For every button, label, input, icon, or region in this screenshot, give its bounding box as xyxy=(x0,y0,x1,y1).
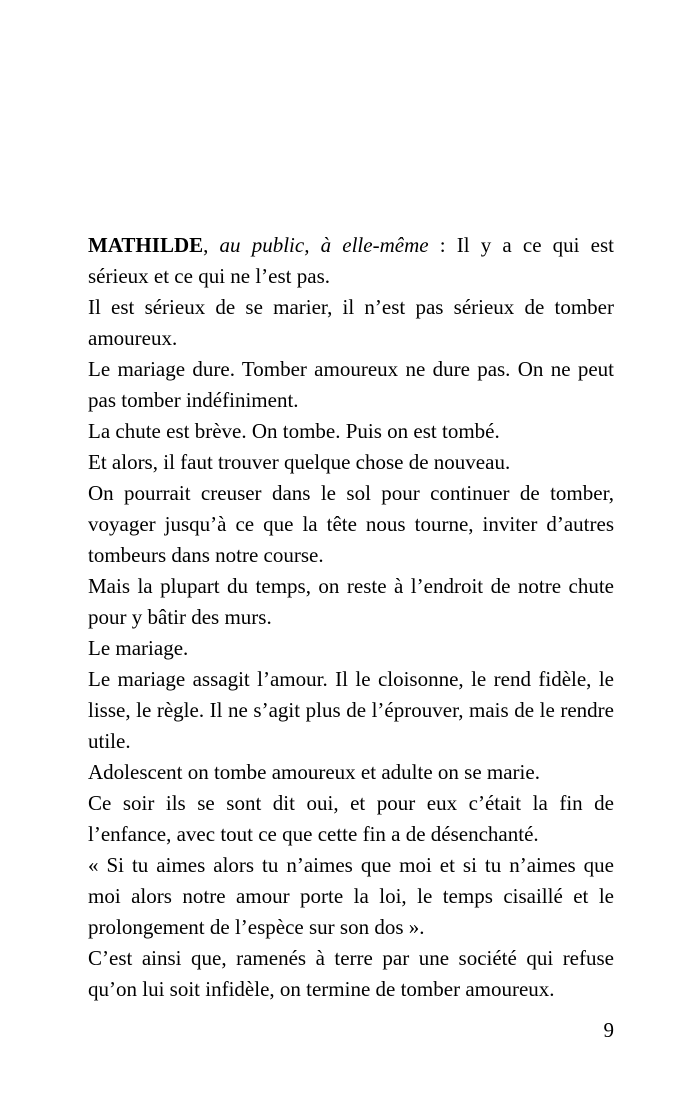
monologue-text xyxy=(88,230,614,1005)
stage-direction: au public, à elle-même xyxy=(219,233,429,257)
paragraph: Il est sérieux de se marier, il n’est pas sérieux de tomber amoureux. xyxy=(88,295,614,350)
paragraph: C’est ainsi que, ramenés à terre par une société qui refuse qu’on lui soit infidèle, on termine de tomber amoureux. xyxy=(88,946,614,1001)
paragraph: Adolescent on tombe amoureux et adulte on se marie. xyxy=(88,760,540,784)
opening-line: Il y a ce qui est sérieux et ce qui ne l’est pas. xyxy=(88,233,615,288)
paragraph-intro xyxy=(88,230,614,292)
paragraph: Le mariage dure. Tomber amoureux ne dure pas. On ne peut pas tomber indéfiniment. xyxy=(88,357,614,412)
paragraph: Et alors, il faut trouver quelque chose de nouveau. xyxy=(88,450,511,474)
paragraph: On pourrait creuser dans le sol pour continuer de tomber, voyager jusqu’à ce que la tête nous tourne, inviter d’autres tombeurs dans notre course. xyxy=(88,481,614,567)
paragraph: « Si tu aimes alors tu n’aimes que moi et si tu n’aimes que moi alors notre amour porte la loi, le temps cisaillé et le prolongement de l’espèce sur son dos ». xyxy=(88,853,614,939)
speaker-name: MATHILDE xyxy=(88,233,204,257)
page-number: 9 xyxy=(603,1018,614,1042)
paragraph: Le mariage assagit l’amour. Il le cloisonne, le rend fidèle, le lisse, le règle. Il ne s’agit plus de l’éprouver, mais de le rendre utile. xyxy=(88,667,614,753)
paragraph: La chute est brève. On tombe. Puis on est tombé. xyxy=(88,419,500,443)
paragraph: Ce soir ils se sont dit oui, et pour eux c’était la fin de l’enfance, avec tout ce que cette fin a de désenchanté. xyxy=(88,791,614,846)
intro-separator: : xyxy=(428,233,457,257)
speaker-separator: , xyxy=(203,233,220,257)
paragraph: Mais la plupart du temps, on reste à l’endroit de notre chute pour y bâtir des murs. xyxy=(88,574,614,629)
paragraph: Le mariage. xyxy=(88,636,189,660)
